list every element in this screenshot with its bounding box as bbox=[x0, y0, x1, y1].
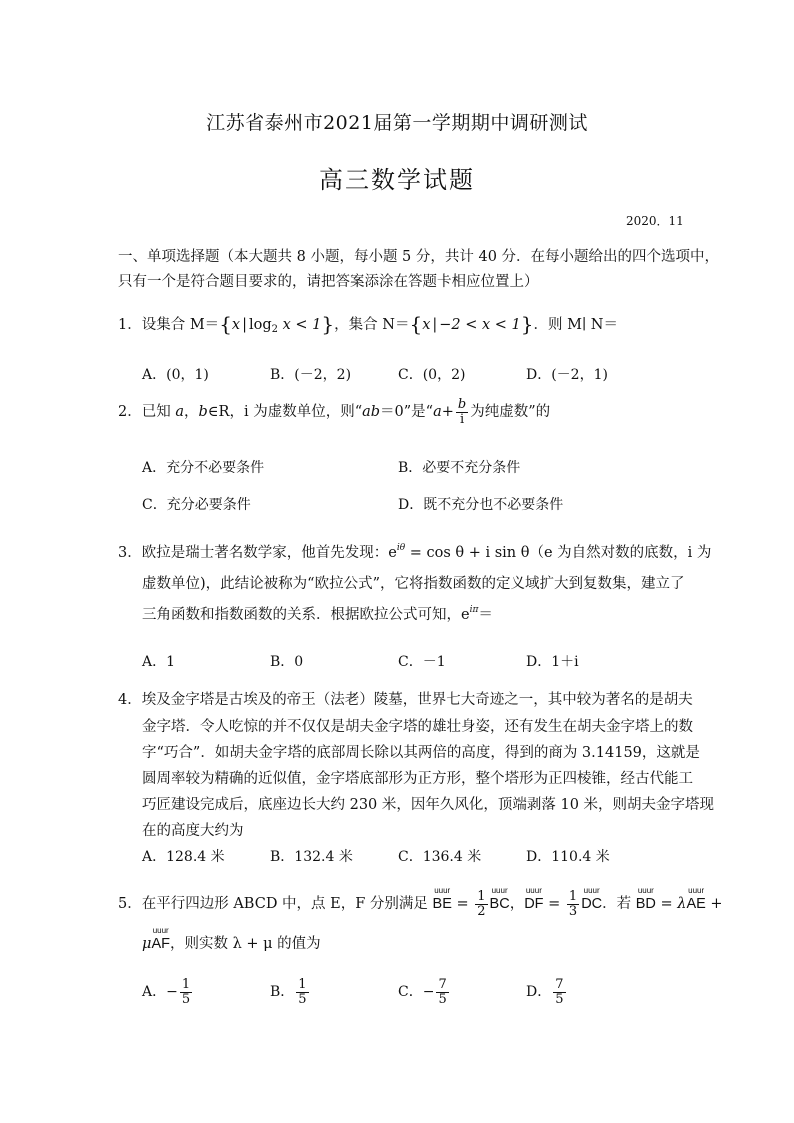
q4-option-b: B．132.4 米 bbox=[270, 849, 353, 865]
q1-set1-var: x bbox=[231, 317, 241, 333]
q1-set2-cond: −2 < x < 1 bbox=[439, 317, 521, 333]
q1-set1-cond: x < 1 bbox=[278, 317, 322, 333]
q1-set2-var: x bbox=[422, 317, 431, 333]
vector-df bbox=[524, 886, 544, 913]
q2-p4: ＝0”是“ bbox=[380, 404, 434, 421]
q2-option-d: D．既不充分也不必要条件 bbox=[398, 497, 564, 513]
vector-bd-label: BD bbox=[635, 896, 656, 913]
q2-var-ab: ab bbox=[362, 404, 381, 421]
q5-option-a-den: 5 bbox=[181, 991, 191, 1007]
q3-l3a: 三角函数和指数函数的关系．根据欧拉公式可知，e bbox=[142, 607, 470, 623]
q5-eq3: = bbox=[655, 896, 678, 913]
vector-mark: uuur bbox=[491, 886, 508, 896]
q2-option-b: B．必要不充分条件 bbox=[398, 460, 521, 476]
q5-option-a bbox=[142, 978, 194, 1006]
q5-p1: 5．在平行四边形 ABCD 中，点 E，F 分别满足 bbox=[118, 896, 433, 913]
q1-bar-1: | bbox=[242, 317, 247, 333]
q2-p2: ， bbox=[184, 404, 199, 421]
q3-option-b: B．0 bbox=[270, 654, 304, 670]
vector-df-label: DF bbox=[524, 896, 544, 913]
q5-sep: ， bbox=[509, 896, 525, 913]
q5-option-c bbox=[398, 978, 451, 1006]
vector-ae-label: AE bbox=[686, 896, 706, 913]
vector-dc-label: DC bbox=[581, 896, 603, 913]
q5-frac-1 bbox=[475, 890, 487, 918]
q1-option-c: C．(0，2) bbox=[398, 367, 466, 383]
question-4-line4: 圆周率较为精确的近似值，金字塔底部形为正方形，整个塔形为正四棱锥，经古代能工 bbox=[142, 771, 693, 787]
question-5-line1 bbox=[118, 886, 723, 919]
q3-exp-1: iθ bbox=[396, 543, 406, 553]
q4-option-a: A．128.4 米 bbox=[142, 849, 225, 865]
q5-p2: ．若 bbox=[602, 896, 636, 913]
q5-option-c-sign: − bbox=[422, 984, 435, 1001]
q5-option-c-frac bbox=[436, 978, 448, 1006]
q5-option-d-label: D． bbox=[526, 984, 552, 1001]
q4-option-d: D．110.4 米 bbox=[526, 849, 610, 865]
vector-mark: uuur bbox=[688, 886, 705, 896]
q2-option-a: A．充分不必要条件 bbox=[142, 460, 265, 476]
question-5-line2 bbox=[142, 926, 321, 953]
q1-prefix: 1．设集合 M＝ bbox=[118, 317, 220, 333]
q5-frac-2 bbox=[567, 890, 579, 918]
q1-suffix: ．则 M∣ N＝ bbox=[533, 317, 618, 333]
q2-p5: 为纯虚数”的 bbox=[470, 404, 551, 421]
q5-option-d-den: 5 bbox=[555, 991, 564, 1007]
q2-plus: + bbox=[441, 404, 454, 421]
q1-option-d: D．(－2，1) bbox=[526, 367, 608, 383]
q1-brace-close-2: } bbox=[520, 312, 534, 336]
q5-option-d-frac bbox=[553, 978, 565, 1006]
q5-eq1: = bbox=[451, 896, 474, 913]
question-3-line1 bbox=[118, 541, 711, 562]
q2-p3: ∈R，i 为虚数单位，则“ bbox=[207, 404, 363, 421]
exam-title: 江苏省泰州市2021届第一学期期中调研测试 bbox=[206, 112, 588, 134]
q3-l3b: ＝ bbox=[478, 607, 493, 623]
q5-eq2: = bbox=[543, 896, 565, 913]
q5-option-b-frac bbox=[296, 978, 308, 1006]
q5-option-b-den: 5 bbox=[298, 991, 307, 1007]
vector-be bbox=[432, 886, 452, 913]
q5-option-c-den: 5 bbox=[438, 991, 447, 1007]
q5-lambda: λ bbox=[677, 896, 687, 913]
vector-mark: uuur bbox=[434, 886, 451, 896]
q5-mu: μ bbox=[142, 936, 152, 952]
vector-ae bbox=[686, 886, 706, 913]
q5-option-c-label: C． bbox=[398, 984, 423, 1001]
question-3-line2: 虚数单位)，此结论被称为“欧拉公式”，它将指数函数的定义域扩大到复数集，建立了 bbox=[142, 576, 685, 592]
section-heading-line1: 一、单项选择题（本大题共 8 小题，每小题 5 分，共计 40 分．在每小题给出的四个选项中， bbox=[118, 249, 720, 265]
q3-option-a: A．1 bbox=[142, 654, 176, 670]
q2-var-a: a bbox=[175, 404, 184, 421]
question-4-line1: 4．埃及金字塔是古埃及的帝王（法老）陵墓，世界七大奇迹之一，其中较为著名的是胡夫 bbox=[118, 692, 693, 708]
q5-option-a-num: 1 bbox=[181, 977, 191, 992]
q1-log: log bbox=[249, 317, 272, 333]
q5-option-a-frac bbox=[180, 978, 192, 1006]
q5-option-b-label: B． bbox=[270, 984, 295, 1001]
question-4-line2: 金字塔．令人吃惊的并不仅仅是胡夫金字塔的雄壮身姿，还有发生在胡夫金字塔上的数 bbox=[142, 719, 693, 735]
q3-option-c: C．－1 bbox=[398, 654, 446, 670]
vector-dc bbox=[581, 886, 603, 913]
q1-brace-open-1: { bbox=[219, 312, 232, 336]
q5-p3: ，则实数 λ + μ 的值为 bbox=[169, 936, 321, 952]
q2-frac-den: i bbox=[460, 411, 465, 427]
q5-option-d-num: 7 bbox=[555, 977, 564, 992]
q5-option-c-num: 7 bbox=[438, 977, 447, 992]
q5-frac1-den: 2 bbox=[477, 903, 486, 919]
question-4-line6: 在的高度大约为 bbox=[142, 823, 244, 839]
vector-bd bbox=[635, 886, 656, 913]
q5-frac2-den: 3 bbox=[568, 903, 578, 919]
q3-exp-2: iπ bbox=[469, 605, 479, 615]
vector-bc bbox=[489, 886, 510, 913]
vector-bc-label: BC bbox=[489, 896, 510, 913]
vector-mark: uuur bbox=[637, 886, 654, 896]
question-4-line5: 巧匠建设完成后，底座边长大约 230 米，因年久风化，顶端剥落 10 米，则胡夫金字塔现 bbox=[142, 797, 715, 813]
page-title: 高三数学试题 bbox=[319, 166, 475, 194]
q1-option-b: B．(－2，2) bbox=[270, 367, 352, 383]
q2-var-a2: a bbox=[433, 404, 442, 421]
vector-af-label: AF bbox=[151, 936, 170, 952]
q2-option-c: C．充分必要条件 bbox=[142, 497, 251, 513]
question-2-stem bbox=[118, 398, 550, 426]
q2-frac-num: b bbox=[457, 397, 467, 412]
q4-option-c: C．136.4 米 bbox=[398, 849, 482, 865]
q1-log-base: 2 bbox=[271, 324, 279, 335]
section-heading-line2: 只有一个是符合题目要求的，请把答案添涂在答题卡相应位置上） bbox=[118, 274, 539, 290]
q3-l1b: = cos θ + i sin θ（e 为自然对数的底数，i 为 bbox=[405, 545, 712, 561]
q1-option-a: A．(0，1) bbox=[142, 367, 209, 383]
q5-option-a-label: A． bbox=[142, 984, 167, 1001]
q5-option-a-sign: − bbox=[166, 984, 178, 1001]
q5-frac1-num: 1 bbox=[477, 889, 486, 904]
vector-mark: uuur bbox=[525, 886, 542, 896]
q1-brace-open-2: { bbox=[409, 312, 423, 336]
q3-option-d: D．1＋i bbox=[526, 654, 579, 670]
vector-af bbox=[151, 926, 170, 952]
q5-option-d bbox=[526, 978, 568, 1006]
vector-be-label: BE bbox=[432, 896, 452, 913]
q3-l1a: 3．欧拉是瑞士著名数学家，他首先发现：e bbox=[118, 545, 397, 561]
question-4-line3: 字“巧合”．如胡夫金字塔的底部周长除以其两倍的高度，得到的商为 3.14159，这就是 bbox=[142, 745, 700, 761]
q1-mid: ，集合 N＝ bbox=[334, 317, 410, 333]
q2-p1: 2．已知 bbox=[118, 404, 176, 421]
vector-mark: uuur bbox=[583, 886, 600, 896]
exam-date: 2020．11 bbox=[626, 214, 684, 228]
q2-var-b: b bbox=[198, 404, 208, 421]
q5-option-b-num: 1 bbox=[298, 977, 307, 992]
q2-fraction bbox=[456, 398, 468, 426]
q5-option-b bbox=[270, 978, 311, 1006]
q5-frac2-num: 1 bbox=[568, 889, 578, 904]
q5-plus: + bbox=[705, 896, 723, 913]
question-1-stem bbox=[118, 312, 618, 336]
q1-brace-close-1: } bbox=[321, 312, 335, 336]
q1-bar-2: | bbox=[432, 317, 438, 333]
question-3-line3 bbox=[142, 603, 493, 624]
vector-mark: uuur bbox=[152, 926, 169, 935]
